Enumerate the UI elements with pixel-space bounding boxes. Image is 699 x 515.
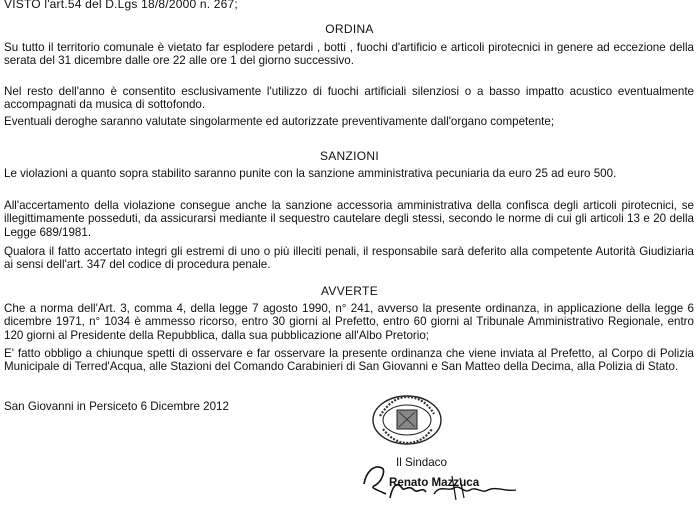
municipal-stamp: [370, 393, 444, 447]
ordina-paragraph-2: Nel resto dell'anno è consentito esclusivamente l'utilizzo di fuochi artificiali silenziosi o a basso impatto acustico eventualmente accompagnati da musica di sottofondo.: [4, 85, 694, 112]
ordina-paragraph-3: Eventuali deroghe saranno valutate singolarmente ed autorizzate preventivamente dall'organo competente;: [4, 115, 555, 128]
signer-title: Il Sindaco: [396, 456, 447, 469]
avverte-paragraph-1: Che a norma dell'Art. 3, comma 4, della legge 7 agosto 1990, n° 241, avverso la presente ordinanza, in applicazione della legge 6 dicembre 1971, n° 1034 è ammesso ricorso, entro 30 giorni al Prefetto, entro 60 giorni al Tribunale Amministrativo Regionale, entro 120 giorni al Presidente della Repubblica, dalla sua pubblicazione all'Albo Pretorio;: [4, 302, 694, 342]
heading-ordina: ORDINA: [325, 22, 374, 36]
ordina-paragraph-1: Su tutto il territorio comunale è vietato far esplodere petardi , botti , fuochi d'artificio e articoli pirotecnici in genere ad eccezione della serata del 31 dicembre dalle ore 22 alle ore 1 del giorno successivo.: [4, 41, 694, 68]
top-line: VISTO l'art.54 del D.Lgs 18/8/2000 n. 267;: [4, 0, 238, 11]
sanzioni-paragraph-1: Le violazioni a quanto sopra stabilito saranno punite con la sanzione amministrativa pecuniaria da euro 25 ad euro 500.: [4, 167, 617, 180]
heading-avverte: AVVERTE: [320, 284, 378, 298]
heading-sanzioni: SANZIONI: [319, 149, 380, 163]
signer-name: Renato Mazzuca: [389, 476, 480, 489]
sanzioni-paragraph-3: Qualora il fatto accertato integri gli estremi di uno o più illeciti penali, il responsabile sarà deferito alla competente Autorità Giudiziaria ai sensi dell'art. 347 del codice di procedura penale.: [4, 245, 694, 272]
place-and-date: San Giovanni in Persiceto 6 Dicembre 2012: [4, 400, 229, 413]
sanzioni-paragraph-2: All'accertamento della violazione consegue anche la sanzione accessoria amministrativa della confisca degli articoli pirotecnici, se illegittimamente posseduti, da assicurarsi mediante il sequestro cautelare degli stessi, secondo le norme di cui gli articoli 13 e 20 della Legge 689/1981.: [4, 199, 694, 239]
avverte-paragraph-2: E' fatto obbligo a chiunque spetti di osservare e far osservare la presente ordinanza che viene inviata al Prefetto, al Corpo di Polizia Municipale di Terred'Acqua, alle Stazioni del Comando Carabinieri di San Giovanni e San Matteo della Decima, alla Polizia di Stato.: [4, 347, 694, 374]
